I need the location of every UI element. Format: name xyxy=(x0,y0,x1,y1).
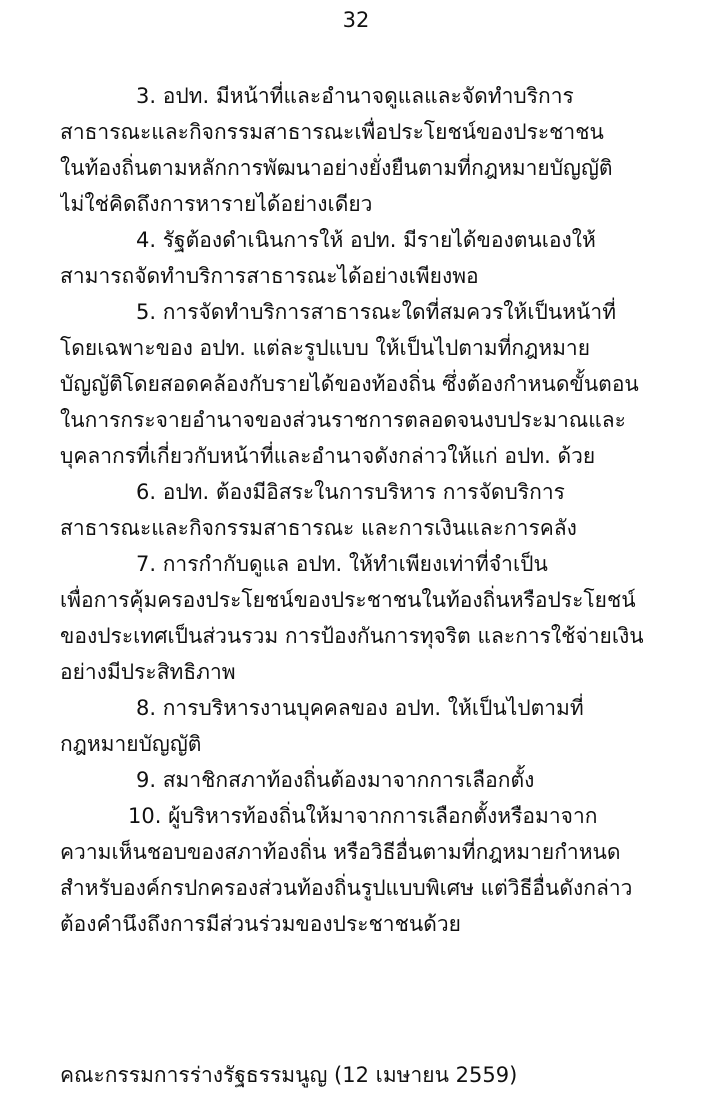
item-3-line-1: 3. อปท. มีหน้าที่และอำนาจดูแลและจัดทำบริการ xyxy=(136,84,574,108)
item-3-line-4: ไม่ใช่คิดถึงการหารายได้อย่างเดียว xyxy=(60,192,373,216)
item-7-line-3: ของประเทศเป็นส่วนรวม การป้องกันการทุจริต และการใช้จ่ายเงิน xyxy=(60,624,644,648)
item-6-line-2: สาธารณะและกิจกรรมสาธารณะ และการเงินและการคลัง xyxy=(60,516,577,540)
item-5-line-2: โดยเฉพาะของ อปท. แต่ละรูปแบบ ให้เป็นไปตามที่กฎหมาย xyxy=(60,336,591,360)
footer-note: คณะกรรมการร่างรัฐธรรมนูญ (12 เมษายน 2559) xyxy=(60,1063,518,1087)
item-3-line-3: ในท้องถิ่นตามหลักการพัฒนาอย่างยั่งยืนตามที่กฎหมายบัญญัติ xyxy=(60,156,613,180)
item-7-line-4: อย่างมีประสิทธิภาพ xyxy=(60,660,236,684)
page-number: 32 xyxy=(342,8,370,32)
item-4-line-2: สามารถจัดทำบริการสาธารณะได้อย่างเพียงพอ xyxy=(60,264,479,288)
item-5-line-5: บุคลากรที่เกี่ยวกับหน้าที่และอำนาจดังกล่าวให้แก่ อปท. ด้วย xyxy=(60,444,596,468)
item-8-line-2: กฎหมายบัญญัติ xyxy=(60,732,202,756)
item-5-line-4: ในการกระจายอำนาจของส่วนราชการตลอดจนงบประมาณและ xyxy=(60,408,626,432)
item-10-line-1: 10. ผู้บริหารท้องถิ่นให้มาจากการเลือกตั้งหรือมาจาก xyxy=(128,804,598,828)
item-8-line-1: 8. การบริหารงานบุคคลของ อปท. ให้เป็นไปตามที่ xyxy=(136,696,584,720)
item-10-line-4: ต้องคำนึงถึงการมีส่วนร่วมของประชาชนด้วย xyxy=(60,912,461,936)
item-7-line-1: 7. การกำกับดูแล อปท. ให้ทำเพียงเท่าที่จำเป็น xyxy=(136,552,548,576)
item-4-line-1: 4. รัฐต้องดำเนินการให้ อปท. มีรายได้ของตนเองให้ xyxy=(136,228,596,252)
item-6-line-1: 6. อปท. ต้องมีอิสระในการบริหาร การจัดบริการ xyxy=(136,480,565,504)
item-7-line-2: เพื่อการคุ้มครองประโยชน์ของประชาชนในท้องถิ่นหรือประโยชน์ xyxy=(60,588,636,612)
item-5-line-1: 5. การจัดทำบริการสาธารณะใดที่สมควรให้เป็นหน้าที่ xyxy=(136,300,617,324)
item-3-line-2: สาธารณะและกิจกรรมสาธารณะเพื่อประโยชน์ของประชาชน xyxy=(60,120,604,144)
item-10-line-3: สำหรับองค์กรปกครองส่วนท้องถิ่นรูปแบบพิเศษ แต่วิธีอื่นดังกล่าว xyxy=(60,876,633,900)
document-body xyxy=(60,78,660,942)
item-9-line-1: 9. สมาชิกสภาท้องถิ่นต้องมาจากการเลือกตั้ง xyxy=(136,768,535,792)
item-10-line-2: ความเห็นชอบของสภาท้องถิ่น หรือวิธีอื่นตามที่กฎหมายกำหนด xyxy=(60,840,621,864)
item-5-line-3: บัญญัติโดยสอดคล้องกับรายได้ของท้องถิ่น ซึ่งต้องกำหนดขั้นตอน xyxy=(60,372,639,396)
